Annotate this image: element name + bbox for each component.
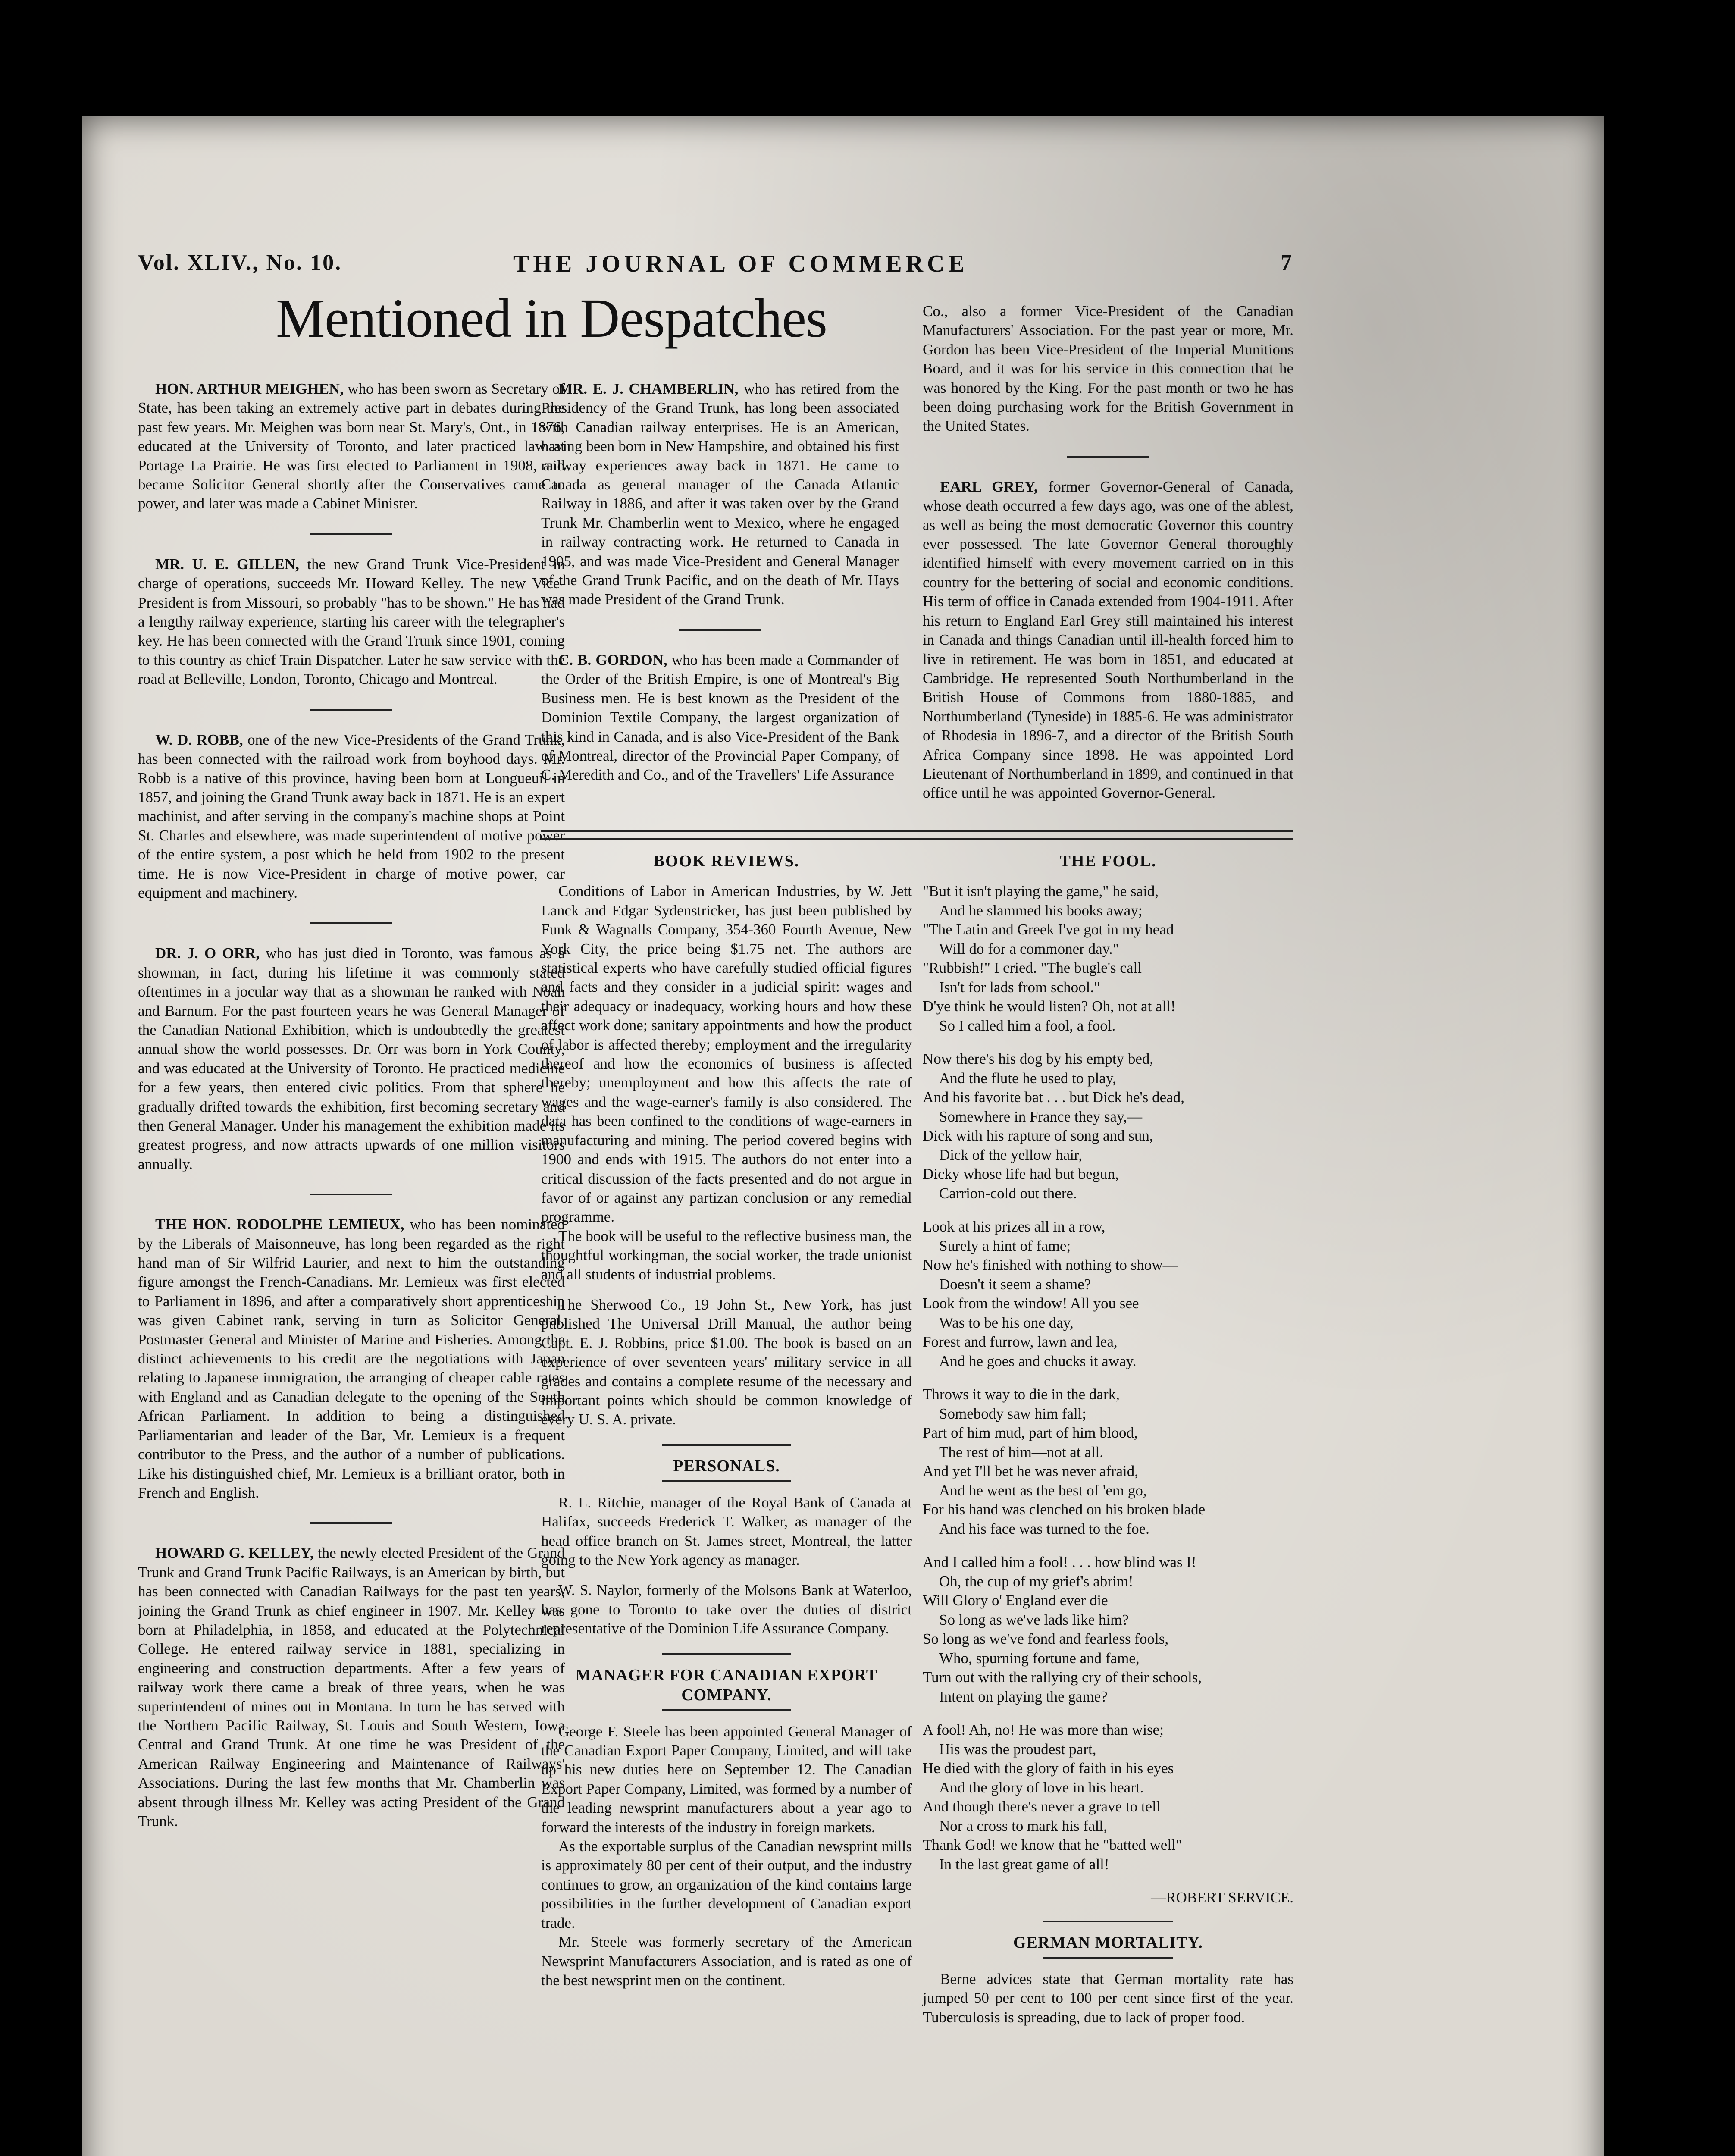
poem-line: Who, spurning fortune and fame, bbox=[939, 1649, 1140, 1667]
poem-line: So long as we've fond and fearless fools, bbox=[923, 1630, 1169, 1648]
poem-line: And I called him a fool! . . . how blind was I! bbox=[923, 1554, 1196, 1571]
export-heading-line-2: COMPANY. bbox=[681, 1686, 772, 1704]
poem-stanza bbox=[923, 1217, 1293, 1371]
export-heading bbox=[541, 1665, 912, 1705]
column-4 bbox=[541, 852, 912, 1990]
poem-line: Oh, the cup of my grief's abrim! bbox=[939, 1573, 1134, 1590]
poem-line: In the last great game of all! bbox=[939, 1855, 1109, 1873]
poem-line: Isn't for lads from school." bbox=[939, 978, 1100, 996]
poem-stanza bbox=[923, 1553, 1293, 1706]
page-number: 7 bbox=[1281, 251, 1293, 275]
article-separator bbox=[310, 533, 392, 535]
poem-line: Look at his prizes all in a row, bbox=[923, 1218, 1106, 1235]
book-review-paragraph: The book will be useful to the reflective business man, the thoughtful workingman, the social worker, the trade unionist and all students of industrial problems. bbox=[541, 1227, 912, 1283]
poem-line: Now there's his dog by his empty bed, bbox=[923, 1050, 1154, 1068]
section-masthead: Mentioned in Despatches bbox=[276, 288, 827, 349]
heading-rule bbox=[662, 1653, 791, 1655]
export-paragraph: Mr. Steele was formerly secretary of the American Newsprint Manufacturers Association, and is rated as one of the best newsprint men on the continent. bbox=[541, 1934, 912, 1989]
poem-line: D'ye think he would listen? Oh, not at all! bbox=[923, 998, 1176, 1015]
article-robb: W. D. ROBB, one of the new Vice-Presidents of the Grand Trunk, has been connected with the railroad work from boyhood days. Mr. Robb is a native of this province, having been born at Longueuil in 1857, and joining the Grand Trunk away back in 1871. He is an expert machinist, and after serving in the company's machine shops at Point St. Charles and elsewhere, was made superintendent of motive power of the entire system, a post which he held from 1902 to the present time. He is now Vice-President in charge of motive power, car equipment and machinery. bbox=[138, 731, 565, 901]
poem-line: Now he's finished with nothing to show— bbox=[923, 1257, 1178, 1274]
poem-stanza bbox=[923, 882, 1293, 1035]
volume-number: Vol. XLIV., No. 10. bbox=[138, 251, 342, 275]
poem-line: And though there's never a grave to tell bbox=[923, 1798, 1161, 1815]
column-3 bbox=[923, 302, 1293, 803]
poem-the-fool bbox=[923, 882, 1293, 1874]
article-separator bbox=[1067, 456, 1149, 458]
personals-paragraph: R. L. Ritchie, manager of the Royal Bank of Canada at Halifax, succeeds Frederick T. Walker, as manager of the head office branch on St. James street, Montreal, the latter going to the New York agency as manager. bbox=[541, 1494, 912, 1568]
article-separator bbox=[310, 709, 392, 711]
poem-line: Forest and furrow, lawn and lea, bbox=[923, 1333, 1118, 1351]
poem-line: And yet I'll bet he was never afraid, bbox=[923, 1463, 1138, 1480]
article-separator bbox=[310, 1194, 392, 1195]
poem-stanza bbox=[923, 1050, 1293, 1203]
poem-line: Dick of the yellow hair, bbox=[939, 1146, 1082, 1163]
german-mortality-heading: GERMAN MORTALITY. bbox=[1013, 1933, 1203, 1952]
book-review-paragraph: Conditions of Labor in American Industries, by W. Jett Lanck and Edgar Sydenstricker, has just been published by Funk & Wagnalls Company, 354-360 Fourth Avenue, New York City, the price being $1.75 net. The authors are statistical experts who have carefully studied official figures and facts and they consider in a judicial spirit: wages and their adequacy or inadequacy, working hours and how these affect work done; sanitary appointments and how the product of labor is affected thereby; employment and the irregularity thereof and how the economics of business is affected thereby; unemployment and how this affects the rate of wages and the wage-earner's family is also considered. The data has been confined to the conditions of wage-earners in manufacturing and mining. The period covered begins with 1900 and ends with 1915. The authors do not enter into a critical discussion of the facts presented and do not argue in favor of or against any partizan conclusion or any remedial programme. bbox=[541, 883, 912, 1225]
poem-line: And he slammed his books away; bbox=[939, 902, 1143, 919]
personals-heading: PERSONALS. bbox=[673, 1457, 780, 1475]
personals-paragraph: W. S. Naylor, formerly of the Molsons Bank at Waterloo, has gone to Toronto to take over the duties of district representative of the Dominion Life Assurance Company. bbox=[541, 1582, 912, 1637]
export-paragraph: As the exportable surplus of the Canadian newsprint mills is approximately 80 per cent of their output, and the industry continues to grow, an organization of the kind contains large possibilities in the further development of Canadian export trade. bbox=[541, 1838, 912, 1931]
poem-line: A fool! Ah, no! He was more than wise; bbox=[923, 1721, 1164, 1739]
poem-line: And he went as the best of 'em go, bbox=[939, 1482, 1147, 1499]
article-gordon: C. B. GORDON, who has been made a Commander of the Order of the British Empire, is one of Montreal's Big Business men. He is best known as the President of the Dominion Textile Company, the largest organization of this kind in Canada, and is also Vice-President of the Bank of Montreal, director of the Provincial Paper Company, of C. Meredith and Co., and of the Travellers' Life Assurance bbox=[541, 651, 899, 783]
poem-line: The rest of him—not at all. bbox=[939, 1443, 1104, 1460]
journal-title: THE JOURNAL OF COMMERCE bbox=[513, 251, 968, 277]
export-paragraph: George F. Steele has been appointed General Manager of the Canadian Export Paper Company, Limited, and will take up his new duties here on September 12. The Canadian Export Paper Company, Limited, was formed by a number of the leading newsprint manufacturers about a year ago to forward the interests of the industry in foreign markets. bbox=[541, 1723, 912, 1836]
column-5 bbox=[923, 852, 1293, 2027]
poem-line: Thank God! we know that he "batted well" bbox=[923, 1836, 1182, 1854]
book-review-paragraph: The Sherwood Co., 19 John St., New York, has just published The Universal Drill Manual, the author being Capt. E. J. Robbins, price $1.00. The book is based on an experience of over seventeen years' military service in all grades and contains a complete resume of the necessary and important points which should be common knowledge of every U. S. A. private. bbox=[541, 1296, 912, 1428]
poem-line: And his face was turned to the foe. bbox=[939, 1520, 1149, 1537]
article-lemieux: THE HON. RODOLPHE LEMIEUX, who has been nominated by the Liberals of Maisonneuve, has long been regarded as the right hand man of Sir Wilfrid Laurier, and next to him the outstanding figure amongst the French-Canadians. Mr. Lemieux was first elected to Parliament in 1896, and after a comparatively short apprenticeship was given Cabinet rank, serving in turn as Solicitor General, Postmaster General and Minister of Marine and Fisheries. Among the distinct achievements to his credit are the negotiations with Japan relating to Japanese immigration, the arranging of cheaper cable rates with England and as Canadian delegate to the opening of the South African Parliament. In addition to being a distinguished Parliamentarian and leader of the Bar, Mr. Lemieux is a frequent contributor to the Press, and the author of a number of publications. Like his distinguished chief, Mr. Lemieux is a brilliant orator, both in French and English. bbox=[138, 1216, 565, 1501]
heading-rule bbox=[1043, 1957, 1173, 1959]
poem-line: He died with the glory of faith in his eyes bbox=[923, 1760, 1174, 1777]
poem-line: Dick with his rapture of song and sun, bbox=[923, 1127, 1153, 1144]
poem-line: Will Glory o' England ever die bbox=[923, 1592, 1108, 1609]
article-meighen: HON. ARTHUR MEIGHEN, who has been sworn as Secretary of State, has been taking an extremely active part in debates during the past few years. Mr. Meighen was born near St. Mary's, Ont., in 1876, educated at the University of Toronto, and later practiced law at Portage La Prairie. He was first elected to Parliament in 1908, and became Solicitor General shortly after the Conservatives came to power, and later was made a Cabinet Minister. bbox=[138, 380, 565, 512]
poem-line: Dicky whose life had but begun, bbox=[923, 1166, 1119, 1183]
heading-rule bbox=[662, 1480, 791, 1482]
poem-line: Somebody saw him fall; bbox=[939, 1405, 1087, 1422]
export-heading-line-1: MANAGER FOR CANADIAN EXPORT bbox=[575, 1666, 878, 1684]
poem-line: "The Latin and Greek I've got in my head bbox=[923, 921, 1174, 938]
poem-line: Throws it way to die in the dark, bbox=[923, 1386, 1120, 1403]
poem-line: Nor a cross to mark his fall, bbox=[939, 1817, 1107, 1834]
heading-rule bbox=[662, 1709, 791, 1711]
article-separator bbox=[679, 629, 761, 631]
article-orr: DR. J. O ORR, who has just died in Toronto, was famous as a showman, in fact, during his lifetime it was commonly stated oftentimes in a jocular way that as a showman he ranked with Noah and Barnum. For the past fourteen years he was General Manager of the Canadian National Exhibition, which is undoubtedly the greatest annual show the world possesses. Dr. Orr was born in York County, and was educated at the University of Toronto. He practiced medicine for a few years, then entered civic politics. From that sphere he gradually drifted towards the exhibition, first becoming secretary and then General Manager. Under his management the exhibition made its greatest progress, and now attracts upwards of one million visitors annually. bbox=[138, 945, 565, 1172]
article-separator bbox=[310, 1522, 392, 1524]
german-mortality-paragraph: Berne advices state that German mortality rate has jumped 50 per cent to 100 per cent since first of the year. Tuberculosis is spreading, due to lack of proper food. bbox=[923, 1970, 1293, 2026]
poem-line: So long as we've lads like him? bbox=[939, 1611, 1129, 1628]
heading-rule bbox=[1043, 1921, 1173, 1922]
poem-line: His was the proudest part, bbox=[939, 1740, 1096, 1758]
article-separator bbox=[310, 922, 392, 924]
poem-line: Carrion-cold out there. bbox=[939, 1185, 1077, 1202]
poem-author: —ROBERT SERVICE. bbox=[1151, 1889, 1293, 1906]
heading-rule bbox=[662, 1444, 791, 1446]
poem-line: So I called him a fool, a fool. bbox=[939, 1017, 1116, 1034]
poem-line: Turn out with the rallying cry of their schools, bbox=[923, 1669, 1202, 1686]
poem-line: Was to be his one day, bbox=[939, 1314, 1074, 1331]
section-divider-rule bbox=[541, 830, 1293, 840]
article-gillen: MR. U. E. GILLEN, the new Grand Trunk Vice-President in charge of operations, succeeds Mr. Howard Kelley. The new Vice-President is from Missouri, so probably "has to be shown." He has had a lengthy railway experience, starting his career with the telegrapher's key. He has been connected with the Grand Trunk since 1901, coming to this country as chief Train Dispatcher. Later he saw service with the road at Belleville, London, Toronto, Chicago and Montreal. bbox=[138, 555, 565, 688]
column-1 bbox=[138, 379, 565, 1831]
poem-line: Look from the window! All you see bbox=[923, 1295, 1139, 1312]
poem-line: "Rubbish!" I cried. "The bugle's call bbox=[923, 959, 1142, 977]
poem-line: And the glory of love in his heart. bbox=[939, 1779, 1144, 1796]
poem-line: Intent on playing the game? bbox=[939, 1688, 1108, 1705]
poem-line: "But it isn't playing the game," he said, bbox=[923, 883, 1159, 900]
article-gordon-continued: Co., also a former Vice-President of the Canadian Manufacturers' Association. For the past year or more, Mr. Gordon has been Vice-President of the Imperial Munitions Board, and it was for his service in this connection that he was honored by the King. For the past month or two he has been doing purchasing work for the British Government in the United States. bbox=[923, 303, 1293, 435]
poem-line: And his favorite bat . . . but Dick he's dead, bbox=[923, 1089, 1184, 1106]
poem-stanza bbox=[923, 1385, 1293, 1539]
column-2 bbox=[541, 379, 899, 785]
poem-line: For his hand was clenched on his broken blade bbox=[923, 1501, 1206, 1518]
poem-line: And he goes and chucks it away. bbox=[939, 1352, 1137, 1369]
poem-line: Doesn't it seem a shame? bbox=[939, 1275, 1091, 1293]
poem-line: Surely a hint of fame; bbox=[939, 1237, 1071, 1254]
poem-line: Will do for a commoner day." bbox=[939, 940, 1119, 957]
poem-stanza bbox=[923, 1720, 1293, 1874]
poem-line: And the flute he used to play, bbox=[939, 1069, 1116, 1087]
poem-line: Part of him mud, part of him blood, bbox=[923, 1424, 1138, 1442]
book-reviews-heading: BOOK REVIEWS. bbox=[653, 852, 800, 870]
poem-line: Somewhere in France they say,— bbox=[939, 1108, 1143, 1125]
article-chamberlin: MR. E. J. CHAMBERLIN, who has retired from the Presidency of the Grand Trunk, has long been associated with Canadian railway enterprises. He is an American, having been born in New Hampshire, and obtained his first railway experiences away back in 1871. He came to Canada as general manager of the Canada Atlantic Railway in 1886, and after it was taken over by the Grand Trunk Mr. Chamberlin went to Mexico, where he engaged in railway contracting work. He returned to Canada in 1905, and was made Vice-President and General Manager of the Grand Trunk Pacific, and on the death of Mr. Hays was made President of the Grand Trunk. bbox=[541, 380, 899, 608]
poem-title: THE FOOL. bbox=[1059, 852, 1157, 870]
article-kelley: HOWARD G. KELLEY, the newly elected President of the Grand Trunk and Grand Trunk Pacific Railways, is an American by birth, but has been connected with Canadian Railways for the past ten years, joining the Grand Trunk as chief engineer in 1907. Mr. Kelley was born at Philadelphia, in 1858, and educated at the Polytechnical College. He entered railway service in 1881, specializing in engineering and construction departments. After a few years of railway work there came a break of three years, when he was superintendent of mines out in Montana. In turn he has served with the Northern Pacific Railway, St. Louis and South Western, Iowa Central and Grand Trunk. At one time he was President of the American Railway Engineering and Maintenance of Railways' Associations. During the last few months that Mr. Chamberlin was absent through illness Mr. Kelley was acting President of the Grand Trunk. bbox=[138, 1545, 565, 1830]
article-earl-grey: EARL GREY, former Governor-General of Canada, whose death occurred a few days ago, was one of the ablest, as well as being the most democratic Governor this country ever possessed. The late Governor General thoroughly identified himself with every movement carried on in this country for the bettering of social and economic conditions. His term of office in Canada extended from 1904-1911. After his return to England Earl Grey still maintained his interest in Canada and things Canadian until ill-health forced him to live in retirement. He was born in 1851, and educated at Cambridge. He represented South Northumberland in the British House of Commons from 1880-1885, and Northumberland (Tyneside) in 1885-6. He was administrator of Rhodesia in 1896-7, and a director of the British South Africa Company since 1898. He was appointed Lord Lieutenant of Northumberland in 1899, and continued in that office until he was appointed Governor-General. bbox=[923, 478, 1293, 802]
